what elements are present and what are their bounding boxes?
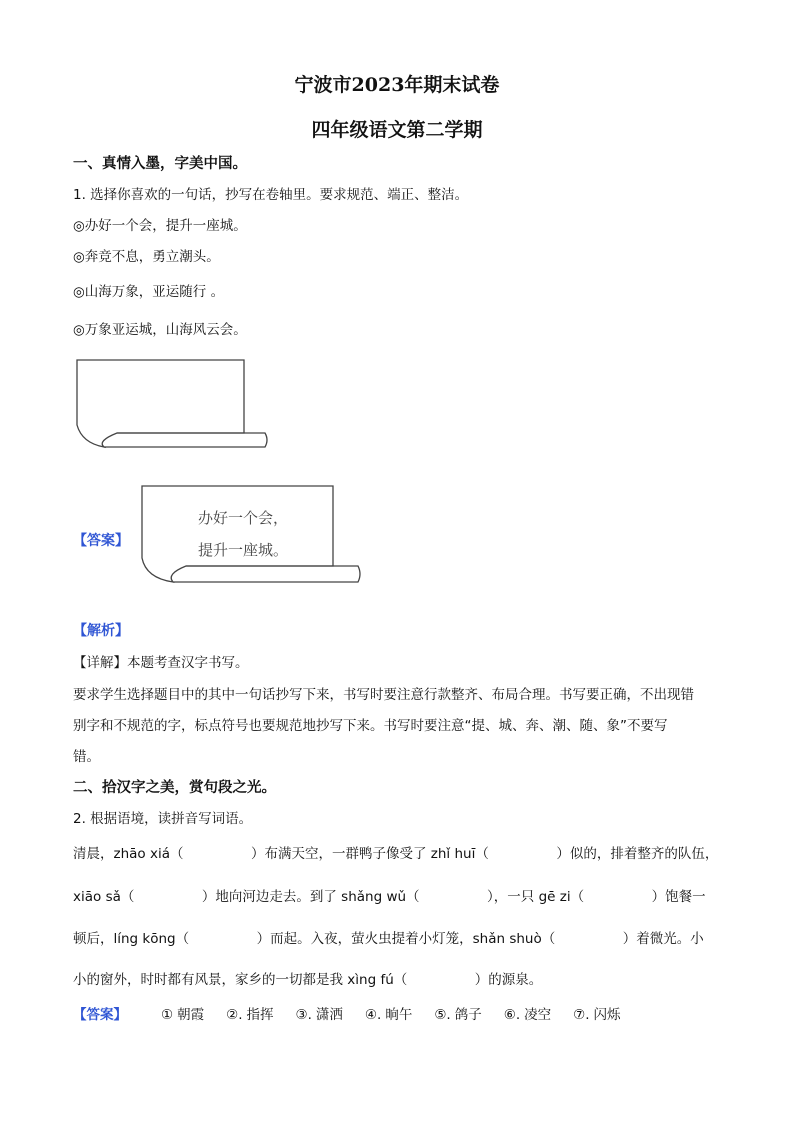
answer-number: ②.: [226, 1007, 243, 1023]
answer-label-1: 【答案】: [73, 533, 129, 549]
answer-word: 鸽子: [454, 1007, 482, 1023]
section2-heading: 二、拾汉字之美，赏句段之光。: [73, 780, 276, 796]
empty-scroll-drawing: [72, 355, 272, 455]
passage-line-3: 顿后，líng kōng（ ）而起。入夜，萤火虫提着小灯笼，shǎn shuò（ ）着微光。小: [73, 931, 704, 947]
detail-line-3: 错。: [73, 749, 100, 765]
answer-number: ⑦.: [573, 1007, 590, 1023]
question-2: 2. 根据语境，读拼音写词语。: [73, 811, 253, 827]
passage-line-1: 清晨，zhāo xiá（ ）布满天空，一群鸭子像受了 zhǐ huī（ ）似的，排着整齐的队伍，: [73, 846, 719, 862]
answer-word: 指挥: [246, 1007, 274, 1023]
option-4: ◎万象亚运城，山海风云会。: [73, 322, 247, 338]
answer-number: ③.: [295, 1007, 312, 1023]
option-2: ◎奔竞不息，勇立潮头。: [73, 249, 220, 265]
section1-heading: 一、真情入墨，字美中国。: [73, 156, 247, 172]
answer-item: [226, 1003, 273, 1023]
answer-scroll-line-1: 办好一个会，: [198, 509, 289, 527]
answer-word: 凌空: [524, 1007, 552, 1023]
answer-number: ①: [161, 1007, 174, 1023]
answer-label-2: 【答案】: [73, 1007, 127, 1023]
answer-word: 朝霞: [177, 1007, 205, 1023]
answer-item: [161, 1003, 204, 1023]
detail-label: 【详解】: [73, 655, 127, 671]
answer-number: ④.: [364, 1007, 382, 1023]
answers-row: [73, 1003, 643, 1023]
question-1: 1. 选择你喜欢的一句话，抄写在卷轴里。要求规范、端正、整洁。: [73, 187, 469, 203]
detail-line-1: 要求学生选择题目中的其中一句话抄写下来，书写时要注意行款整齐、布局合理。书写要正确，不出现错: [73, 687, 694, 703]
answer-item: [504, 1003, 551, 1023]
detail-first-text: 本题考查汉字书写。: [127, 655, 249, 671]
detail-line-2: 别字和不规范的字，标点符号也要规范地抄写下来。书写时要注意“提、城、奔、潮、随、象”不要写: [73, 718, 668, 734]
option-1: ◎办好一个会，提升一座城。: [73, 218, 247, 234]
passage-line-4: 小的窗外，时时都有风景，家乡的一切都是我 xìng fú（ ）的源泉。: [73, 972, 543, 988]
passage-line-2: xiāo sǎ（ ）地向河边走去。到了 shǎng wǔ（ ），一只 gē zi（ ）饱餐一: [73, 889, 706, 905]
answer-word: 晌午: [385, 1007, 413, 1023]
answer-number: ⑤.: [434, 1007, 451, 1023]
answer-item: [296, 1003, 343, 1023]
detail-first-line: [73, 651, 249, 671]
option-3: ◎山海万象，亚运随行 。: [73, 284, 225, 300]
answer-word: 闪烁: [593, 1007, 621, 1023]
answer-scroll-drawing: [138, 482, 366, 590]
answer-item: [365, 1003, 412, 1023]
page-subtitle: 四年级语文第二学期: [311, 119, 483, 141]
answer-scroll-line-2: 提升一座城。: [198, 541, 289, 559]
analysis-label: 【解析】: [73, 623, 129, 639]
page-title: 宁波市2023年期末试卷: [294, 74, 500, 96]
answer-word: 潇洒: [315, 1007, 343, 1023]
answer-item: [434, 1003, 481, 1023]
answer-item: [573, 1003, 620, 1023]
answer-number: ⑥.: [503, 1007, 521, 1023]
